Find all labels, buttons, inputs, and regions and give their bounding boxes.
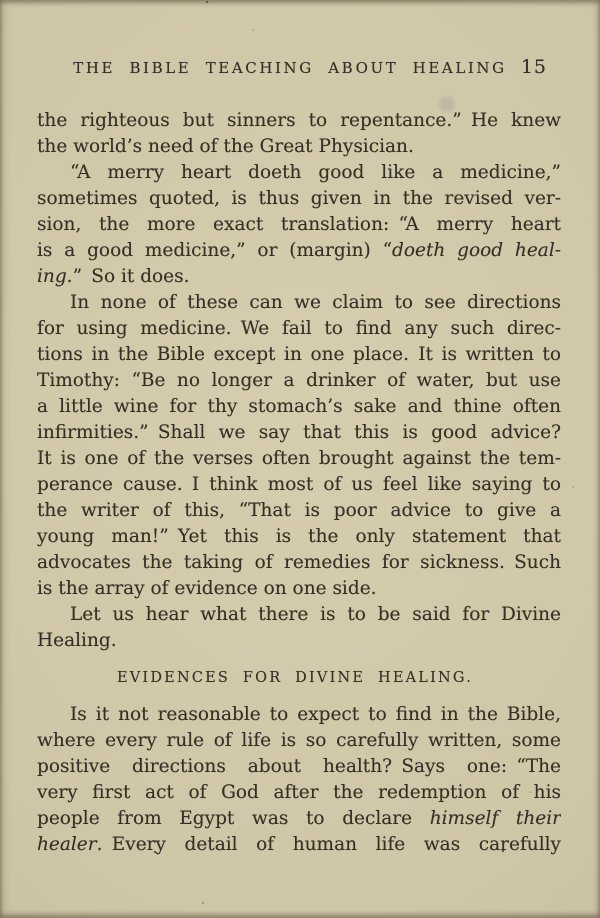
text-line	[37, 420, 561, 446]
text-line	[37, 806, 561, 832]
body-text	[37, 108, 561, 858]
text-line	[37, 446, 561, 472]
text-segment: the world’s need of the Great Physician.	[37, 136, 414, 157]
text-line	[37, 342, 561, 368]
text-segment: EVIDENCES FOR DIVINE HEALING.	[116, 670, 474, 686]
text-segment: Healing.	[37, 630, 117, 651]
italic-text-segment: healer	[37, 834, 97, 855]
text-segment: for using medicine. We fail to find any such direc-	[37, 318, 561, 339]
text-segment: It is one of the verses often brought against the tem-	[37, 448, 561, 469]
text-line	[37, 728, 561, 754]
text-segment: very first act of God after the redemption of his	[37, 782, 561, 803]
text-line	[37, 550, 561, 576]
text-line	[37, 498, 561, 524]
text-segment: the righteous but sinners to repentance.” He knew	[37, 110, 561, 131]
text-segment: In none of these can we claim to see directions	[70, 292, 561, 313]
text-line	[37, 134, 561, 160]
text-segment: is the array of evidence on one side.	[37, 578, 377, 599]
text-line	[37, 108, 561, 134]
text-segment: people from Egypt was to declare	[37, 808, 430, 829]
text-segment: . Every detail of human life was carefully	[96, 834, 561, 855]
text-line	[37, 754, 561, 780]
text-segment: is a good medicine,” or (margin) “	[37, 240, 393, 261]
text-line	[37, 832, 561, 858]
page-number: 15	[520, 56, 547, 78]
section-heading	[33, 665, 557, 691]
text-line	[37, 238, 561, 264]
text-segment: the writer of this, “That is poor advice to give a	[37, 500, 561, 521]
text-segment: sion, the more exact translation: “A merry heart	[37, 214, 561, 235]
text-line	[37, 472, 561, 498]
text-segment: young man!” Yet this is the only statement that	[37, 526, 561, 547]
text-line	[37, 316, 561, 342]
text-line	[37, 160, 561, 186]
text-segment: ” So it does.	[72, 266, 190, 287]
text-segment: Let us hear what there is to be said for Divine	[70, 604, 561, 625]
text-segment: a little wine for thy stomach’s sake and thine often	[37, 396, 561, 417]
italic-text-segment: himself their	[429, 808, 561, 829]
text-segment: infirmities.” Shall we say that this is good advice?	[37, 422, 561, 443]
text-line	[37, 628, 561, 654]
text-line	[37, 186, 561, 212]
text-segment: perance cause. I think most of us feel like saying to	[37, 474, 561, 495]
text-line	[37, 524, 561, 550]
page-header	[37, 56, 561, 82]
text-segment: advocates the taking of remedies for sickness. Such	[37, 552, 561, 573]
text-line	[37, 576, 561, 602]
text-segment: Is it not reasonable to expect to find in the Bible,	[70, 704, 561, 725]
italic-text-segment: ing.	[37, 266, 73, 287]
text-line	[37, 212, 561, 238]
text-line	[37, 290, 561, 316]
text-segment: Timothy: “Be no longer a drinker of water, but use	[37, 370, 561, 391]
text-segment: sometimes quoted, is thus given in the revised ver-	[37, 188, 561, 209]
text-line	[37, 264, 561, 290]
italic-text-segment: doeth good heal-	[392, 240, 561, 261]
text-line	[37, 702, 561, 728]
text-segment: positive directions about health? Says one: “The	[37, 756, 561, 777]
text-line	[37, 602, 561, 628]
text-line	[37, 780, 561, 806]
text-segment: where every rule of life is so carefully written, some	[37, 730, 561, 751]
text-line	[37, 368, 561, 394]
running-title: THE BIBLE TEACHING ABOUT HEALING	[73, 59, 507, 77]
text-segment: tions in the Bible except in one place. It is written to	[37, 344, 561, 365]
text-segment: “A merry heart doeth good like a medicine,”	[70, 162, 561, 183]
text-line	[37, 394, 561, 420]
